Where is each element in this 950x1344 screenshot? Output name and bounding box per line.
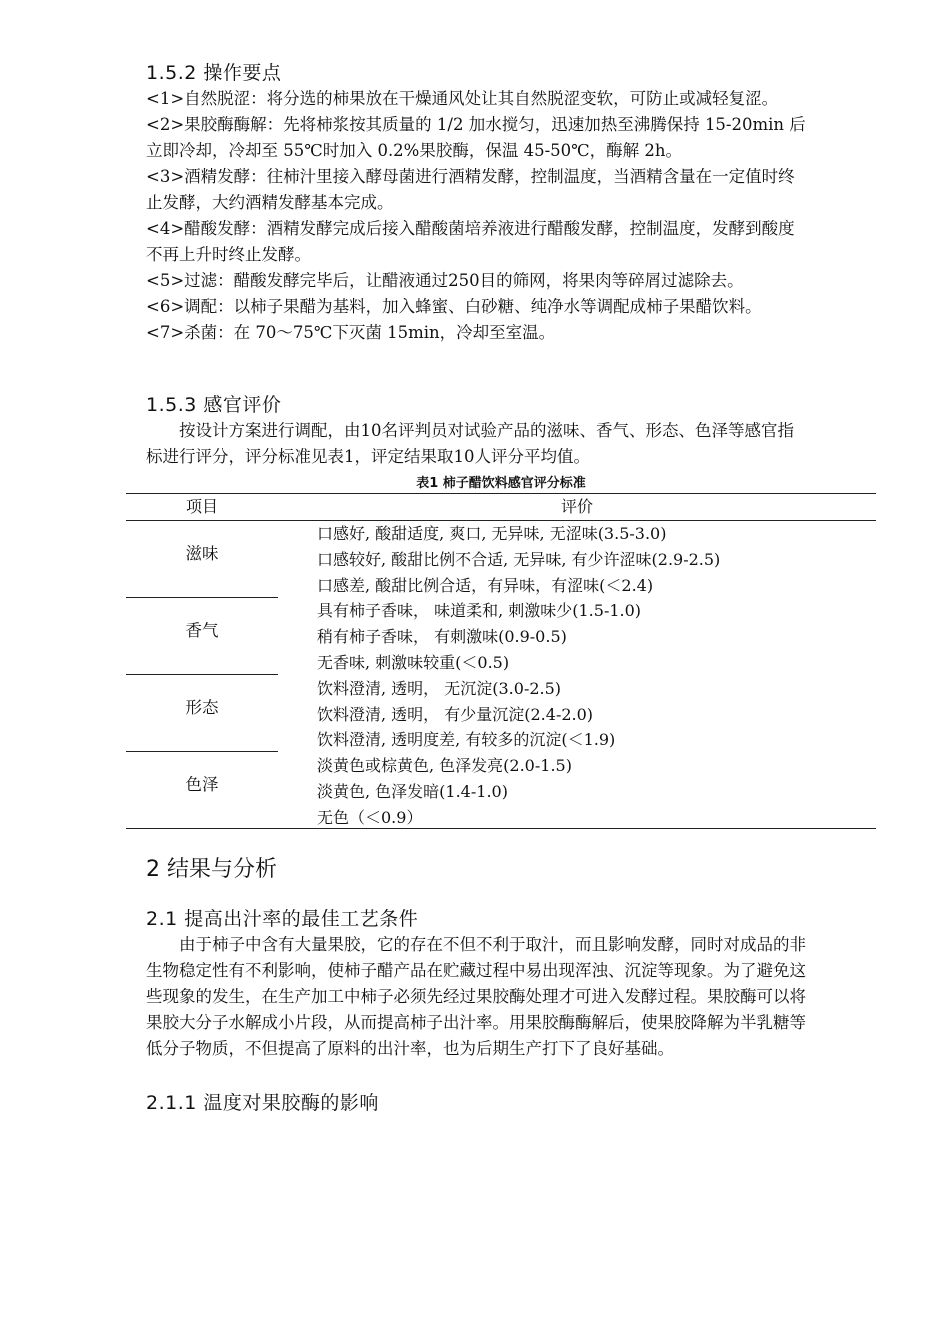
step-2: <2>果胶酶酶解：先将柿浆按其质量的 1/2 加水搅匀，迅速加热至沸腾保持 15-20min 后立即冷却，冷却至 55℃时加入 0.2%果胶酶，保温 45-50℃，酶解 2h。	[146, 115, 806, 160]
row-separator	[126, 597, 278, 598]
eval-color-2: 淡黄色, 色泽发暗(1.4-1.0)	[317, 781, 508, 801]
heading-operation-points: 1.5.2 操作要点	[146, 62, 282, 84]
eval-color-3: 无色（＜0.9）	[317, 807, 423, 827]
eval-form-1: 饮料澄清, 透明， 无沉淀(3.0-2.5)	[317, 678, 562, 698]
eval-aroma-1: 具有柿子香味， 味道柔和, 刺激味少(1.5-1.0)	[317, 601, 642, 621]
table-caption: 表1 柿子醋饮料感官评分标准	[416, 476, 586, 491]
sensory-evaluation-text: 按设计方案进行调配，由10名评判员对试验产品的滋味、香气、形态、色泽等感官指标进行评分，评分标准见表1，评定结果取10人评分平均值。	[146, 421, 794, 466]
row-separator	[126, 751, 278, 752]
evaluation-list	[317, 521, 720, 831]
heading-sensory-evaluation: 1.5.3 感官评价	[146, 394, 282, 416]
row-separator	[126, 674, 278, 675]
header-item: 项目	[185, 497, 218, 516]
table-bottom-rule	[126, 828, 876, 829]
sensory-score-table	[126, 493, 876, 829]
heading-temperature-effect: 2.1.1 温度对果胶酶的影响	[146, 1092, 379, 1114]
juice-yield-text: 由于柿子中含有大量果胶，它的存在不但不利于取汁，而且影响发酵，同时对成品的非生物稳定性有不利影响，使柿子醋产品在贮藏过程中易出现浑浊、沉淀等现象。为了避免这些现象的发生，在生产加工中柿子必须先经过果胶酶处理才可进入发酵过程。果胶酶可以将果胶大分子水解成小片段，从而提高柿子出汁率。用果胶酶酶解后，使果胶降解为半乳糖等低分子物质，不但提高了原料的出汁率，也为后期生产打下了良好基础。	[146, 935, 806, 1058]
eval-taste-3: 口感差, 酸甜比例合适，有异味，有涩味(＜2.4)	[317, 575, 654, 595]
eval-aroma-2: 稍有柿子香味， 有刺激味(0.9-0.5)	[317, 627, 567, 647]
item-form: 形态	[185, 698, 219, 717]
item-aroma: 香气	[185, 621, 219, 640]
step-4: <4>醋酸发酵：酒精发酵完成后接入醋酸菌培养液进行醋酸发酵，控制温度，发酵到酸度不再上升时终止发酵。	[146, 219, 795, 264]
operation-steps	[146, 86, 810, 346]
item-taste: 滋味	[185, 544, 219, 563]
heading-juice-yield: 2.1 提高出汁率的最佳工艺条件	[146, 908, 419, 930]
item-color: 色泽	[185, 775, 219, 794]
header-evaluation: 评价	[560, 497, 593, 516]
eval-taste-1: 口感好, 酸甜适度, 爽口, 无异味, 无涩味(3.5-3.0)	[317, 524, 667, 543]
eval-aroma-3: 无香味, 刺激味较重(＜0.5)	[317, 652, 510, 672]
eval-taste-2: 口感较好, 酸甜比例不合适, 无异味, 有少许涩味(2.9-2.5)	[317, 549, 721, 569]
eval-color-1: 淡黄色或棕黄色, 色泽发亮(2.0-1.5)	[317, 756, 572, 776]
step-3: <3>酒精发酵：往柿汁里接入酵母菌进行酒精发酵，控制温度，当酒精含量在一定值时终止发酵，大约酒精发酵基本完成。	[146, 167, 795, 212]
step-7: <7>杀菌：在 70～75℃下灭菌 15min，冷却至室温。	[146, 323, 556, 342]
step-5: <5>过滤：醋酸发酵完毕后，让醋液通过250目的筛网，将果肉等碎屑过滤除去。	[146, 271, 744, 290]
step-1: <1>自然脱涩：将分选的柿果放在干燥通风处让其自然脱涩变软，可防止或减轻复涩。	[146, 89, 779, 108]
eval-form-3: 饮料澄清, 透明度差, 有较多的沉淀(＜1.9)	[317, 730, 616, 750]
step-6: <6>调配：以柿子果醋为基料，加入蜂蜜、白砂糖、纯净水等调配成柿子果醋饮料。	[146, 297, 762, 316]
eval-form-2: 饮料澄清, 透明， 有少量沉淀(2.4-2.0)	[317, 704, 594, 724]
heading-results-analysis: 2 结果与分析	[146, 857, 277, 882]
